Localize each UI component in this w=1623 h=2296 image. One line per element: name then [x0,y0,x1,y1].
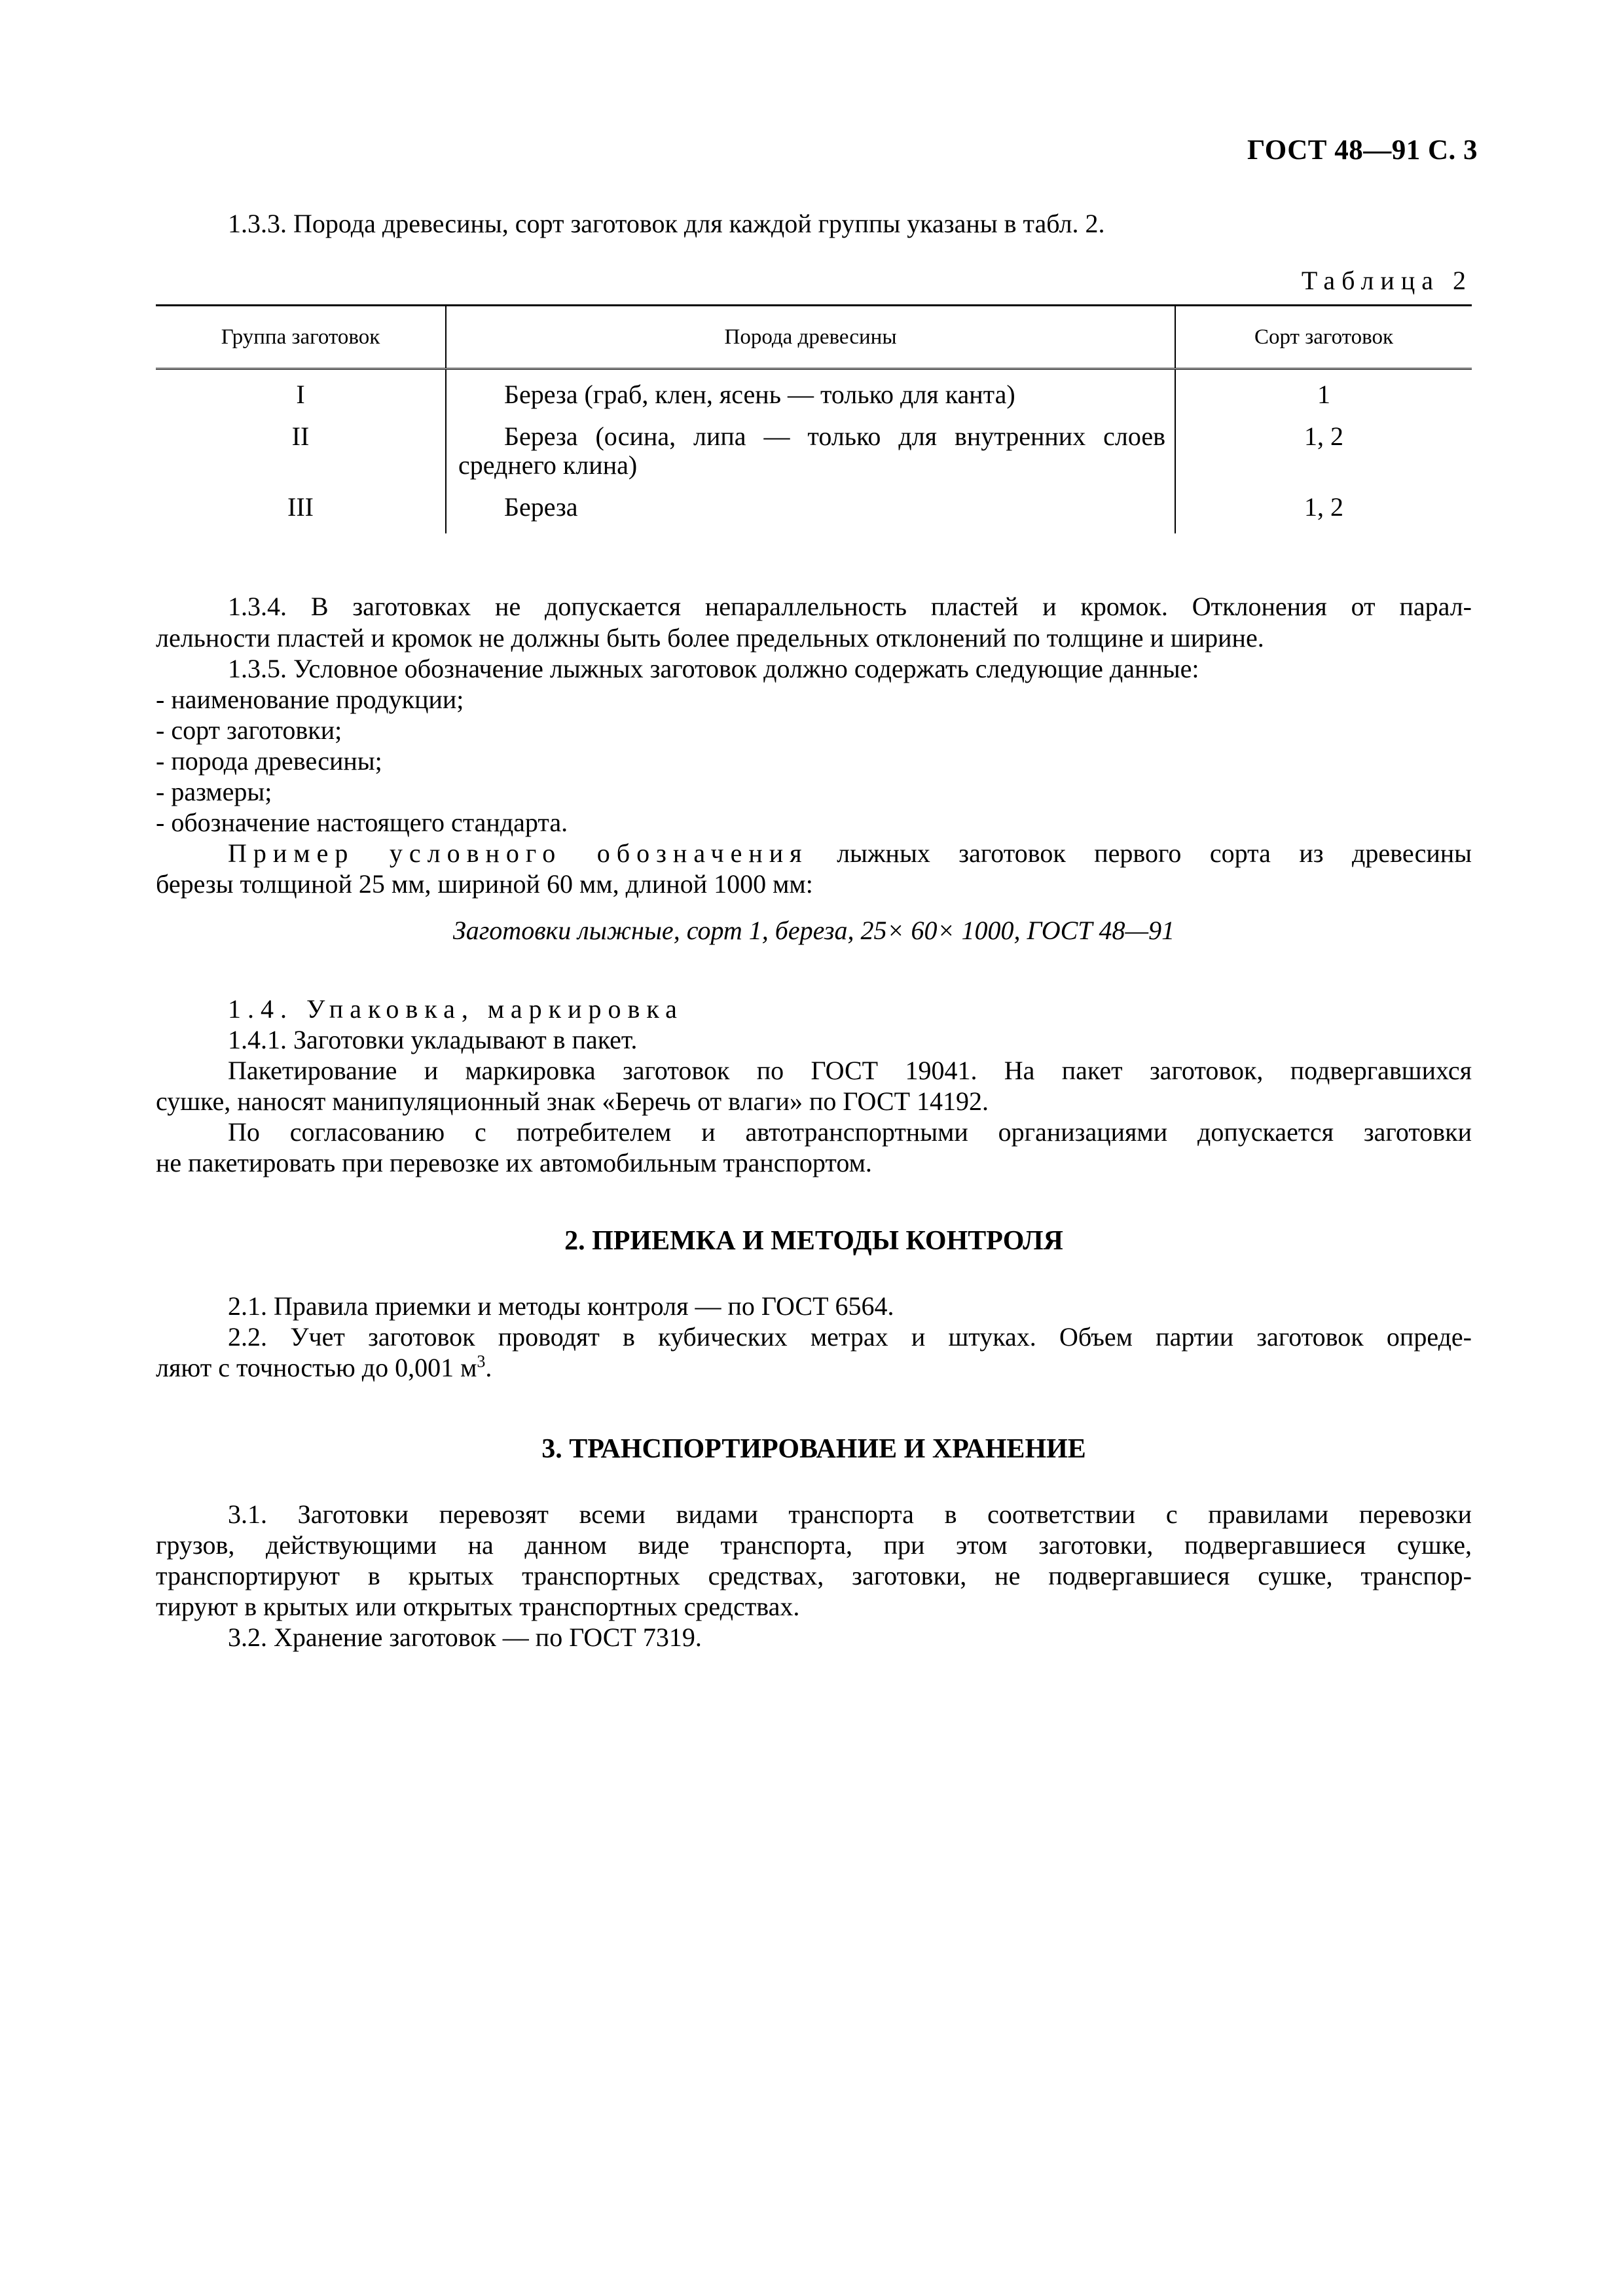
paragraph-1-3-4-line-1: 1.3.4. В заготовках не допускается непараллельность пластей и кромок. Отклонения от парал- [228,592,1472,621]
list-item: - наименование продукции; [156,685,464,714]
table-2 [156,304,1472,533]
section-1-4-title-text: 1.4. Упаковка, маркировка [228,994,684,1024]
paragraph-2-2-line-2 [156,1352,1472,1384]
paragraph-2-1: 2.1. Правила приемки и методы контроля — по ГОСТ 6564. [228,1291,894,1321]
table-row [156,412,1472,482]
table-header-species: Порода древесины [446,306,1175,369]
section-1-4-title [156,994,1472,1025]
table-header-row [156,306,1472,369]
list-item: - сорт заготовки; [156,715,342,745]
table-row [156,369,1472,412]
list-item: - обозначение настоящего стандарта. [156,808,568,837]
table-cell-grade: 1, 2 [1304,422,1343,451]
table-cell-species [446,412,1175,482]
paragraph-1-3-4-line-2: лельности пластей и кромок не должны быть более предельных отклонений по толщине и ширине. [156,623,1264,653]
paragraph-3-1-line-4: тируют в крытых или открытых транспортных средствах. [156,1592,800,1621]
designation-example: Заготовки лыжные, сорт 1, береза, 25× 60× 1000, ГОСТ 48—91 [452,916,1175,945]
table-cell-group: I [156,369,446,412]
list-item: - размеры; [156,777,272,806]
paragraph-3-2: 3.2. Хранение заготовок — по ГОСТ 7319. [228,1623,702,1652]
table-header-group: Группа заготовок [156,306,446,369]
agreement-line-1: По согласованию с потребителем и автотранспортными организациями допускается заготовки [228,1117,1472,1147]
list-item: - порода древесины; [156,746,382,776]
table-cell-species [446,482,1175,533]
paragraph-3-1-line-1: 3.1. Заготовки перевозят всеми видами транспорта в соответствии с правилами перевозки [228,1499,1472,1529]
table-row [156,482,1472,533]
paragraph-2-2-line-1: 2.2. Учет заготовок проводят в кубических метрах и штуках. Объем партии заготовок опреде- [228,1322,1472,1352]
section-3-title: 3. ТРАНСПОРТИРОВАНИЕ И ХРАНЕНИЕ [541,1434,1086,1464]
packaging-line-2: сушке, наносят манипуляционный знак «Беречь от влаги» по ГОСТ 14192. [156,1086,989,1116]
agreement-line-2: не пакетировать при перевозке их автомобильным транспортом. [156,1148,872,1177]
section-2-title: 2. ПРИЕМКА И МЕТОДЫ КОНТРОЛЯ [564,1226,1063,1256]
paragraph-3-1-line-2: грузов, действующими на данном виде транспорта, при этом заготовки, подвергавшиеся сушке, [156,1530,1472,1560]
paragraph-1-3-5: 1.3.5. Условное обозначение лыжных заготовок должно содержать следующие данные: [228,654,1199,683]
paragraph-1-4-1: 1.4.1. Заготовки укладывают в пакет. [228,1025,638,1054]
page-header: ГОСТ 48—91 С. 3 [1247,135,1478,166]
table-cell-group: II [156,412,446,482]
table-cell-grade: 1, 2 [1304,492,1343,522]
table-header-grade: Сорт заготовок [1175,306,1472,369]
example-intro-line-1 [156,838,1472,869]
species-text: Береза (граб, клен, ясень — только для канта) [504,380,1015,409]
example-intro-rest: лыжных заготовок первого сорта из древесины [837,838,1472,868]
cubic-superscript: 3 [477,1352,486,1371]
table-cell-species [446,369,1175,412]
packaging-line-1: Пакетирование и маркировка заготовок по ГОСТ 19041. На пакет заготовок, подвергавшихся [228,1056,1472,1085]
table-cell-grade: 1 [1317,380,1330,409]
example-intro-spaced: Пример условного обозначения [228,838,809,868]
example-intro-line-2: березы толщиной 25 мм, шириной 60 мм, длиной 1000 мм: [156,869,813,899]
paragraph-2-2-end: . [485,1353,492,1382]
table-cell-group: III [156,482,446,533]
paragraph-3-1-line-3: транспортируют в крытых транспортных средствах, заготовки, не подвергавшиеся сушке, транспор- [156,1561,1472,1590]
species-text: Береза [504,492,578,522]
table-caption: Таблица 2 [1301,266,1472,295]
species-text: Береза (осина, липа — только для внутренних слоев среднего клина) [458,422,1165,480]
paragraph-2-2-text: ляют с точностью до 0,001 м [156,1353,477,1382]
paragraph-1-3-3: 1.3.3. Порода древесины, сорт заготовок для каждой группы указаны в табл. 2. [228,209,1105,238]
